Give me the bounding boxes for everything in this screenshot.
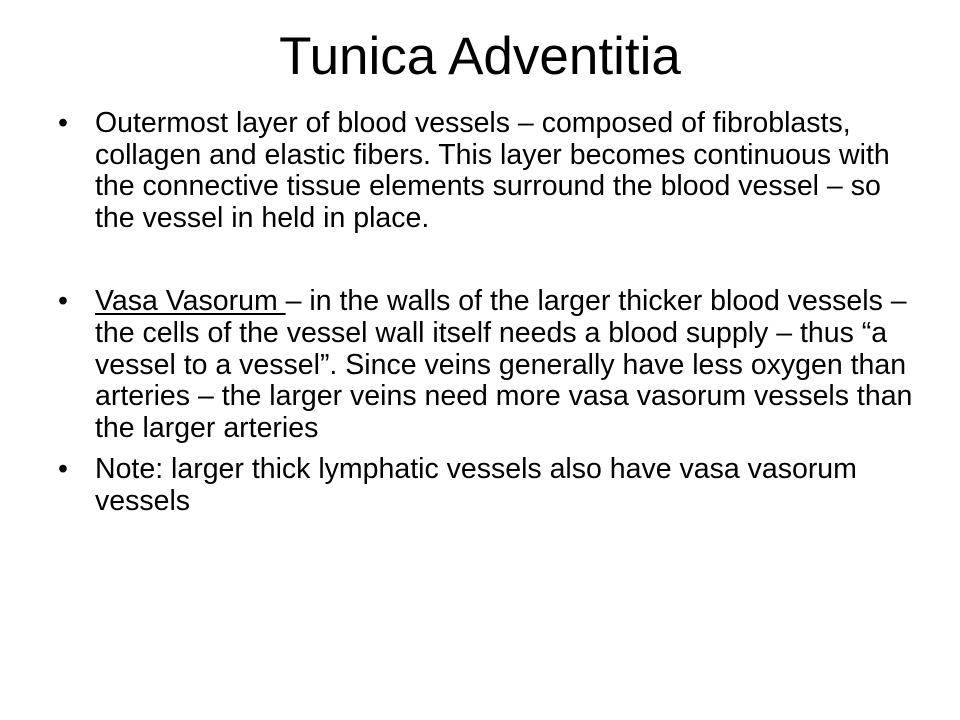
slide-title: Tunica Adventitia [279, 27, 681, 86]
term-vasa-vasorum: Vasa Vasorum [95, 285, 286, 318]
bullet-text: – in the walls of the larger thicker blood vessels – the cells of the vessel wall itself needs a blood supply – thus “a vessel to a vessel”. Since veins generally have less oxygen than arteries – the larger veins need more vasa vasorum vessels than the larger arteries [95, 285, 913, 444]
bullet-text: Outermost layer of blood vessels – composed of fibroblasts, collagen and elastic fibers. This layer becomes continuous with the connective tissue elements surround the blood vessel – so the vessel in held in place. [95, 107, 890, 234]
bullet-item [58, 286, 918, 444]
bullet-icon: • [58, 285, 68, 318]
bullet-item [58, 108, 918, 234]
bullet-item [58, 454, 918, 517]
bullet-text: Note: larger thick lymphatic vessels also have vasa vasorum vessels [95, 453, 857, 517]
bullet-icon: • [58, 453, 68, 486]
bullet-list [58, 108, 918, 518]
bullet-icon: • [58, 107, 68, 139]
